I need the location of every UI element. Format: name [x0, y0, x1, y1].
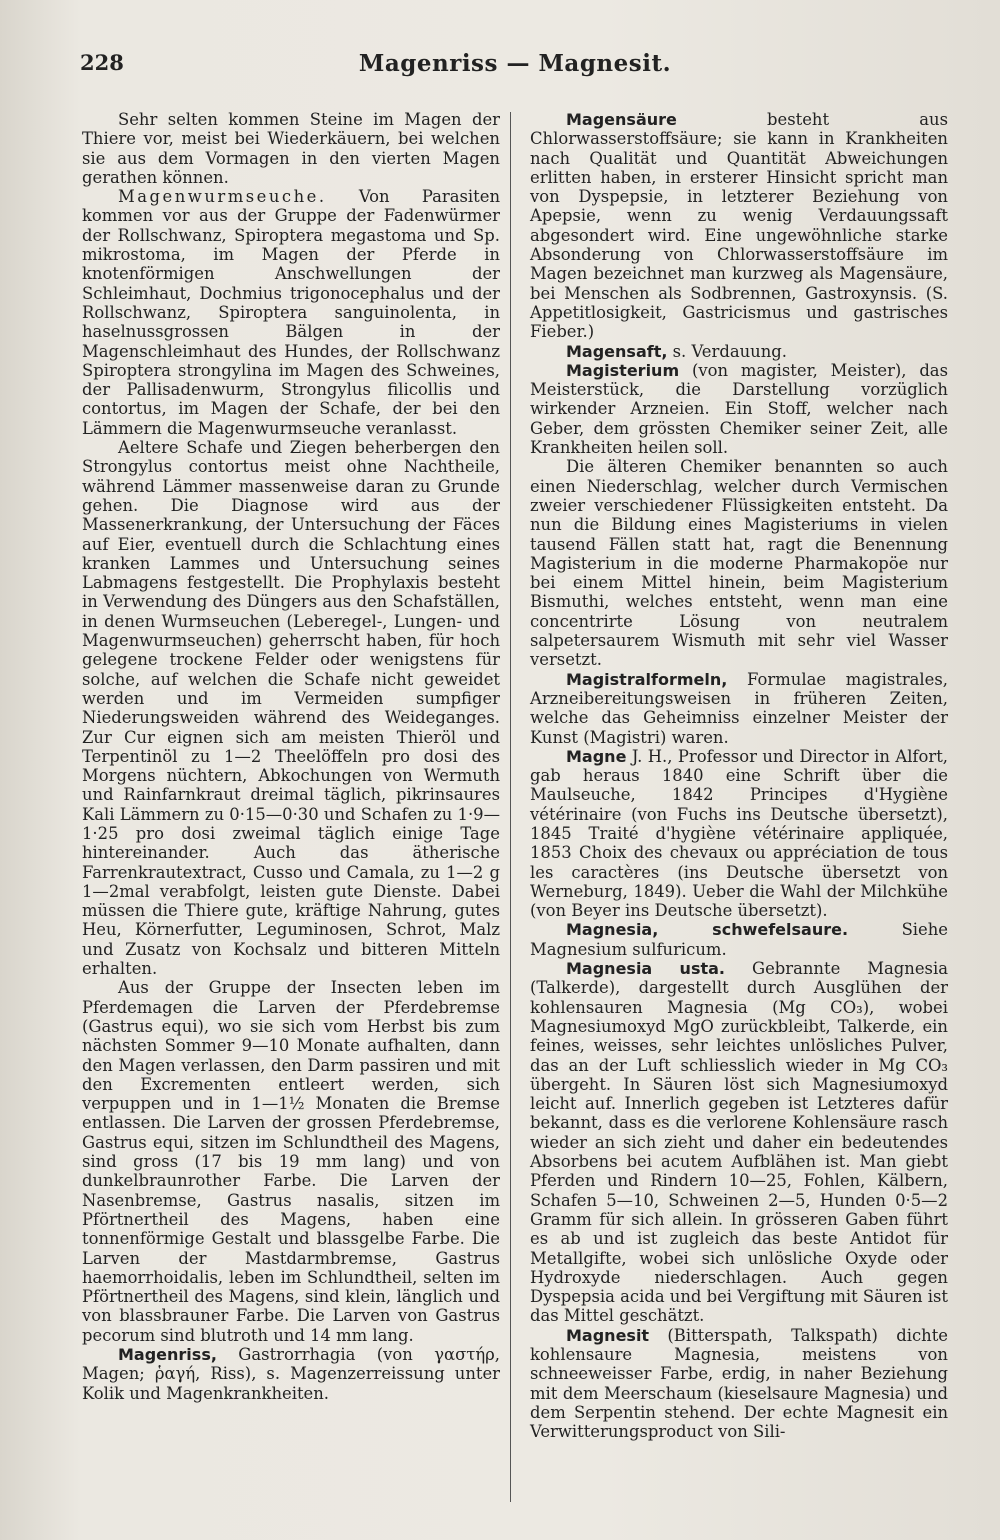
page-header — [80, 50, 950, 90]
entry — [530, 1326, 948, 1442]
entry — [530, 959, 948, 1326]
spaced-term: Magenwurmseuche. — [118, 187, 327, 207]
paragraph — [82, 187, 500, 438]
entry — [530, 670, 948, 747]
entry — [530, 110, 948, 342]
paragraph — [82, 978, 500, 1345]
paragraph-text: Sehr selten kommen Steine im Magen der Thiere vor, meist bei Wiederkäuern, bei welchen sie aus dem Vormagen in den vierten Magen gerathen können. — [82, 110, 500, 187]
entry-headword: Magnesia, schwefelsaure. — [566, 920, 849, 940]
entry — [530, 747, 948, 921]
right-column — [530, 110, 948, 1441]
running-title: Magenriss — Magnesit. — [358, 50, 672, 77]
column-divider — [510, 112, 511, 1502]
entry — [530, 361, 948, 457]
paragraph-text: Aeltere Schafe und Ziegen beherbergen den Strongylus contortus meist ohne Nachtheile, während Lämmer massenweise daran zu Grunde gehen. Die Diagnose wird aus der Massenerkrankung, der Untersuchung der Fäces auf Eier, eventuell durch die Schlachtung eines kranken Lammes und Untersuchung seines Labmagens festgestellt. Die Prophylaxis besteht in Verwendung des Düngers aus den Schafställen, in denen Wurmseuchen (Leberegel-, Lungen- und Magenwurmseuchen) geherrscht haben, für hoch gelegene trockene Felder oder wenigstens für solche, auf welchen die Schafe nicht geweidet werden und im Vermeiden sumpfiger Niederungsweiden während des Weideganges. Zur Cur eignen sich am meisten Thieröl und Terpentinöl zu 1—2 Theelöffeln pro dosi des Morgens nüchtern, Abkochungen von Wermuth und Rainfarnkraut dreimal täglich, pikrinsaures Kali Lämmern zu 0·15—0·30 und Schafen zu 1·9—1·25 pro dosi zweimal täglich einige Tage hintereinander. Auch das ätherische Farrenkrautextract, Cusso und Camala, zu 1—2 g 1—2mal verabfolgt, leisten gute Dienste. Dabei müssen die Thiere gute, kräftige Nahrung, gutes Heu, Körnerfutter, Leguminosen, Schrot, Malz und Zusatz von Kochsalz und bitteren Mitteln erhalten. — [82, 438, 500, 979]
entry-headword: Magisterium — [566, 360, 680, 380]
entry-text: Gastrorrhagia (von γαστήρ, Magen; ῥαγή, Riss), s. Magenzerreissung unter Kolik und Magenkrankheiten. — [82, 1345, 500, 1403]
entry-text: Gebrannte Magnesia (Talkerde), dargestellt durch Ausglühen der kohlensauren Magnesia (Mg CO₃), wobei Magnesiumoxyd MgO zurückbleibt, Talkerde, ein feines, weisses, sehr leichtes unlösliches Pulver, das an der Luft schliesslich wieder in Mg CO₃ übergeht. In Säuren löst sich Magnesiumoxyd leicht auf. Innerlich gegeben ist Letzteres dafür bekannt, dass es die verlorene Kohlensäure rasch wieder an sich zieht und daher ein bedeutendes Absorbens bei acutem Aufblähen ist. Man giebt Pferden und Rindern 10—25, Fohlen, Kälbern, Schafen 5—10, Schweinen 2—5, Hunden 0·5—2 Gramm für sich allein. In grösseren Gaben führt es ab und ist zugleich das beste Antidot für Metallgifte, wobei sich unlösliche Oxyde oder Hydroxyde niederschlagen. Auch gegen Dyspepsia acida und bei Vergiftung mit Säuren ist das Mittel geschätzt. — [530, 959, 949, 1326]
paragraph-text: Von Parasiten kommen vor aus der Gruppe der Fadenwürmer der Rollschwanz, Spiroptera megastoma und Sp. mikrostoma, im Magen der Pferde in knotenförmigen Anschwellungen der Schleimhaut, Dochmius trigonocephalus und der Rollschwanz, Spiroptera sanguinolenta, in haselnussgrossen Bälgen in der Magenschleimhaut des Hundes, der Rollschwanz Spiroptera strongylina im Magen des Schweines, der Pallisadenwurm, Strongylus filicollis und contortus, im Magen der Schafe, der bei den Lämmern die Magenwurmseuche veranlasst. — [82, 187, 500, 438]
paragraph-text: Die älteren Chemiker benannten so auch einen Niederschlag, welcher durch Vermischen zweier verschiedener Flüssigkeiten entsteht. Da nun die Bildung eines Magisteriums in vielen tausend Fällen statt hat, ragt die Benennung Magisterium in die moderne Pharmakopöe nur bei einem Mittel hinein, beim Magisterium Bismuthi, welches entsteht, wenn man eine concentrirte Lösung von neutralem salpetersaurem Wismuth mit sehr viel Wasser versetzt. — [530, 457, 948, 670]
entry-text: besteht aus Chlorwasserstoffsäure; sie kann in Krankheiten nach Qualität und Quantität Abweichungen erlitten haben, in ersterer Hinsicht spricht man von Dyspepsie, in letzterer Beziehung von Apepsie, wenn zu wenig Verdauungssaft abgesondert wird. Eine ungewöhnliche starke Absonderung von Chlorwasserstoffsäure im Magen bezeichnet man kurzweg als Magensäure, bei Menschen als Sodbrennen, Gastroxynsis. (S. Appetitlosigkeit, Gastricismus und gastrisches Fieber.) — [530, 110, 948, 342]
entry-text: J. H., Professor und Director in Alfort, gab heraus 1840 eine Schrift über die Maulseuche, 1842 Principes d'Hygiène vétérinaire (von Fuchs ins Deutsche übersetzt), 1845 Traité d'hygiène vétérinaire appliquée, 1853 Choix des chevaux ou appréciation de tous les caractères (ins Deutsche übersetzt von Werneburg, 1849). Ueber die Wahl der Milchkühe (von Beyer ins Deutsche übersetzt). — [530, 746, 948, 921]
entry-headword: Magensaft, — [566, 341, 668, 361]
entry — [530, 342, 948, 361]
entry-text: Siehe Magnesium sulfuricum. — [530, 920, 948, 959]
entry-headword: Magne — [566, 746, 627, 766]
entry — [530, 920, 948, 959]
entry-text: (von magister, Meister), das Meisterstück, die Darstellung vorzüglich wirkender Arzneien. Ein Stoff, welcher nach Geber, dem grössten Chemiker seiner Zeit, alle Krankheiten heilen soll. — [530, 360, 948, 458]
entry-headword: Magnesit — [566, 1325, 650, 1345]
left-column — [82, 110, 500, 1403]
entry-headword: Magistralformeln, — [566, 669, 728, 689]
entry-headword: Magensäure — [566, 110, 677, 129]
entry-text: Formulae magistrales, Arzneibereitungsweisen in früheren Zeiten, welche das Geheimniss einzelner Meister der Kunst (Magistri) waren. — [530, 669, 948, 747]
entry — [82, 1345, 500, 1403]
entry-headword: Magenriss, — [118, 1345, 217, 1364]
paragraph — [82, 438, 500, 978]
entry-text: (Bitterspath, Talkspath) dichte kohlensaure Magnesia, meistens von schneeweisser Farbe, erdig, in naher Beziehung mit dem Meerschaum (kieselsaure Magnesia) und dem Serpentin stehend. Der echte Magnesit ein Verwitterungsproduct von Sili- — [530, 1325, 948, 1442]
paragraph — [82, 110, 500, 187]
page-number: 228 — [80, 50, 124, 75]
entry-text: s. Verdauung. — [667, 341, 787, 361]
paragraph-text: Aus der Gruppe der Insecten leben im Pferdemagen die Larven der Pferdebremse (Gastrus equi), wo sie sich vom Herbst bis zum nächsten Sommer 9—10 Monate aufhalten, dann den Magen verlassen, den Darm passiren und mit den Excrementen entleert werden, sich verpuppen und in 1—1½ Monaten die Bremse entlassen. Die Larven der grossen Pferdebremse, Gastrus equi, sitzen im Schlundtheil des Magens, sind gross (17 bis 19 mm lang) und von dunkelbraunrother Farbe. Die Larven der Nasenbremse, Gastrus nasalis, sitzen im Pförtnertheil des Magens, haben eine tonnenförmige Gestalt und blassgelbe Farbe. Die Larven der Mastdarmbremse, Gastrus haemorrhoidalis, leben im Schlundtheil, selten im Pförtnertheil des Magens, sind klein, länglich und von blassbrauner Farbe. Die Larven von Gastrus pecorum sind blutroth und 14 mm lang. — [82, 978, 500, 1345]
entry-headword: Magnesia usta. — [566, 959, 725, 979]
paragraph — [530, 457, 948, 669]
